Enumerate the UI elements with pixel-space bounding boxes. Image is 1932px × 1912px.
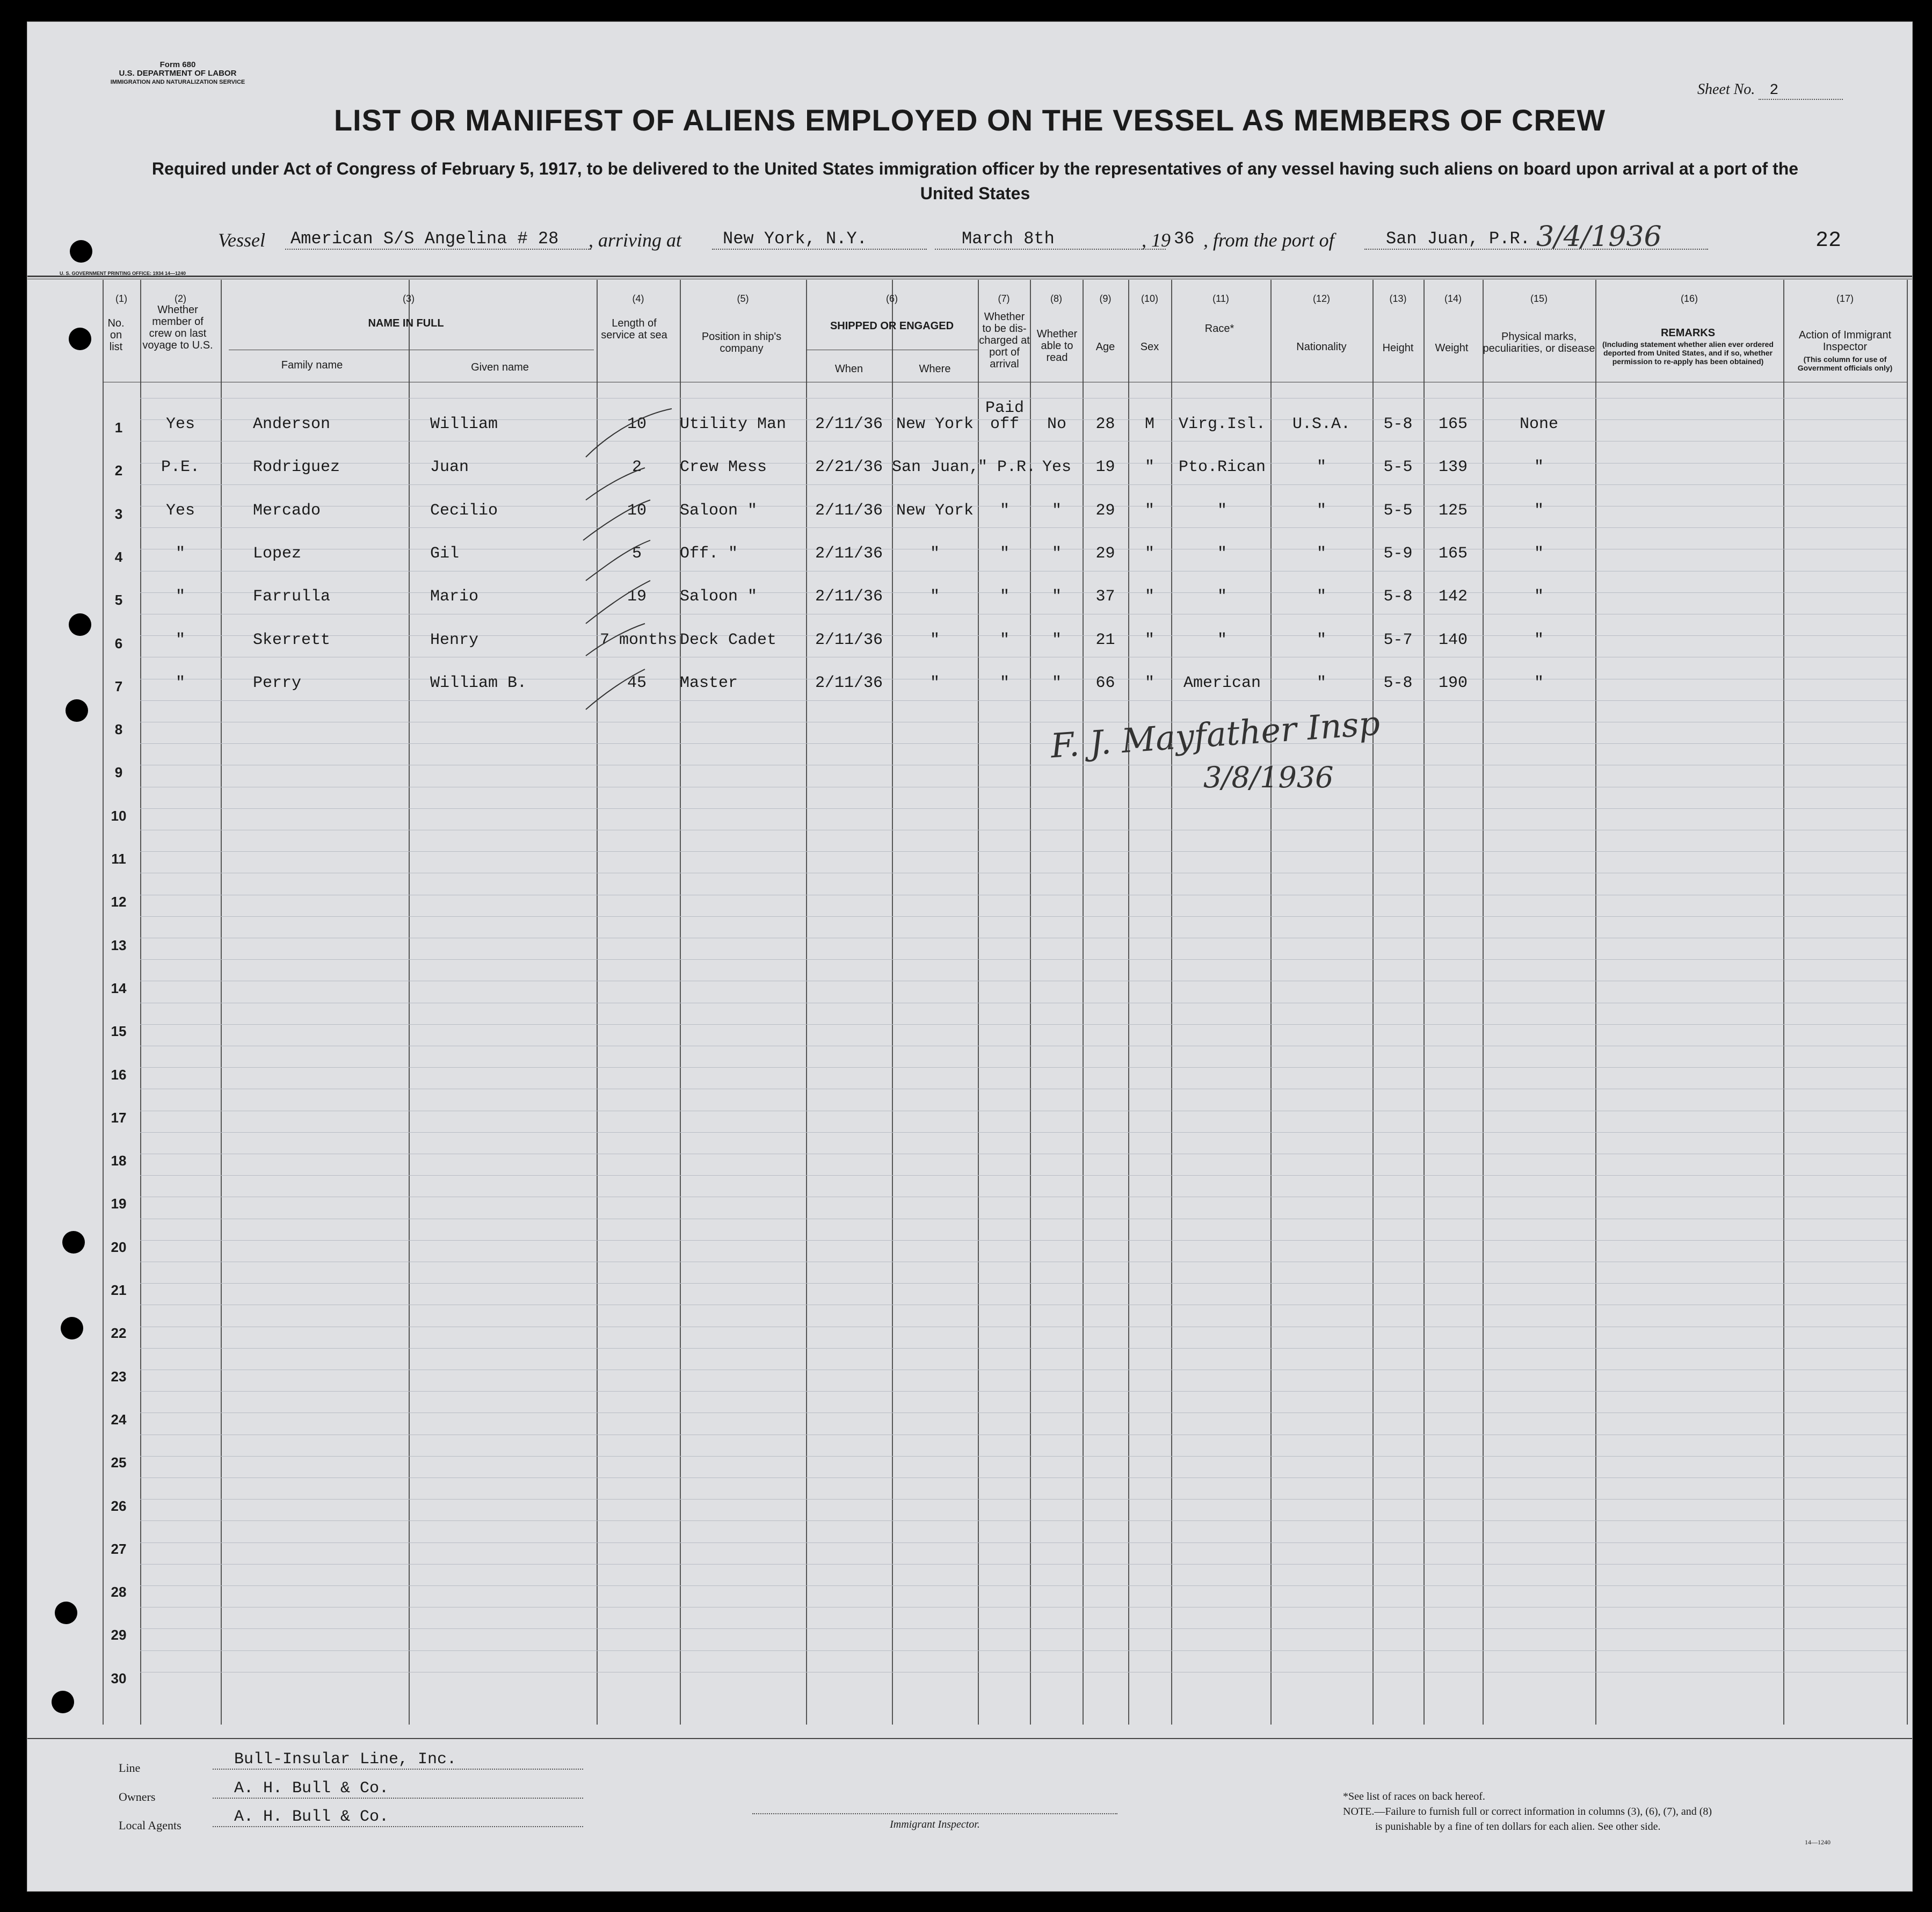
cell-given: Gil (430, 544, 460, 563)
header-sex: Sex (1140, 341, 1159, 353)
penalty-note: NOTE.—Failure to furnish full or correct information in columns (3), (6), (7), and (8) (1343, 1806, 1712, 1817)
cell-physical: " (1534, 588, 1544, 606)
form-identifier (97, 61, 258, 86)
cell-position: Saloon " (680, 588, 758, 606)
header-shipped: SHIPPED OR ENGAGED (830, 320, 954, 332)
cell-given: William B. (430, 673, 527, 692)
cell-height: 5-8 (1383, 588, 1413, 606)
grid-line (140, 916, 1907, 917)
header-remarks: REMARKS (1660, 327, 1716, 339)
cell-age: 37 (1095, 588, 1115, 606)
cell-length: 10 (627, 415, 647, 433)
punch-hole (70, 240, 92, 263)
punch-hole (69, 613, 91, 636)
row-number: 11 (111, 851, 126, 867)
header-discharged: Whether to be dis-charged at port of arrival (979, 311, 1030, 370)
cell-position: Crew Mess (680, 458, 767, 477)
grid-line (140, 1067, 1907, 1068)
punch-hole (62, 1231, 85, 1254)
grid-line (140, 1024, 1907, 1025)
cell-given: Juan (430, 458, 469, 477)
column-number: (2) (175, 293, 186, 304)
grid-line (140, 700, 1907, 701)
column-number: (16) (1680, 293, 1698, 304)
footer-agents-label: Local Agents (119, 1819, 181, 1832)
cell-race: Virg.Isl. (1178, 415, 1266, 433)
cell-discharged: " (999, 673, 1009, 692)
cell-family: Rodriguez (253, 458, 340, 477)
cell-position: Utility Man (680, 415, 787, 433)
column-number: (9) (1099, 293, 1112, 304)
cell-where: New York (896, 415, 974, 433)
row-number: 4 (114, 548, 123, 565)
cell-length: 19 (627, 588, 647, 606)
cell-nationality: " (1316, 673, 1326, 692)
footer-owners-value: A. H. Bull & Co. (213, 1779, 583, 1799)
cell-physical: " (1534, 501, 1544, 520)
table-top-rule (27, 276, 1912, 277)
cell-race: American (1183, 673, 1261, 692)
cell-read: Yes (1042, 458, 1071, 477)
cell-weight: 165 (1438, 544, 1468, 563)
grid-line (140, 1585, 1907, 1586)
grid-line (140, 1348, 1907, 1349)
header-weight: Weight (1435, 342, 1469, 354)
grid-line (140, 1240, 1907, 1241)
cell-race: " (1217, 588, 1227, 606)
column-number: (12) (1312, 293, 1330, 304)
row-number: 6 (114, 635, 123, 651)
column-number: (5) (737, 293, 749, 304)
arrival-year: 36 (1174, 229, 1195, 249)
form-number: Form 680 (159, 60, 196, 69)
column-number: (11) (1212, 293, 1229, 304)
grid-line (140, 851, 1907, 852)
row-number: 8 (114, 721, 123, 738)
grid-line (140, 1650, 1907, 1651)
cell-discharged: Paid off (985, 399, 1024, 433)
row-number: 29 (111, 1627, 127, 1643)
department: U.S. DEPARTMENT OF LABOR (119, 69, 237, 78)
grid-line (140, 1564, 1907, 1565)
header-action-note: (This column for use of Government officials only) (1797, 355, 1893, 372)
vessel-label: Vessel (218, 229, 265, 251)
header-position: Position in ship's company (701, 331, 782, 354)
cell-sex: " (1144, 544, 1154, 563)
table-bottom-rule (27, 1738, 1912, 1739)
grid-line (140, 1132, 1907, 1133)
cell-given: Henry (430, 631, 479, 649)
cell-nationality: " (1316, 631, 1326, 649)
cell-height: 5-8 (1383, 673, 1413, 692)
cell-race: Pto.Rican (1178, 458, 1266, 477)
vessel-name: American S/S Angelina # 28 (285, 229, 591, 250)
sheet-number (1697, 81, 1843, 99)
header-given-name: Given name (471, 361, 529, 373)
column-number: (8) (1050, 293, 1062, 304)
row-number: 23 (111, 1368, 127, 1385)
cell-given: Mario (430, 588, 479, 606)
inspector-caption: Immigrant Inspector. (890, 1819, 980, 1830)
cell-read: " (1051, 501, 1062, 520)
row-number: 25 (111, 1454, 127, 1471)
grid-line (140, 527, 1907, 528)
document-title: LIST OR MANIFEST OF ALIENS EMPLOYED ON THE VESSEL AS MEMBERS OF CREW (333, 103, 1606, 137)
cell-physical: " (1534, 544, 1544, 563)
grid-line (140, 959, 1907, 960)
cell-where: " (929, 631, 940, 649)
cell-sex: " (1144, 588, 1154, 606)
sheet-number-value: 2 (1759, 82, 1843, 100)
row-number: 10 (111, 807, 127, 824)
cell-weight: 139 (1438, 458, 1468, 477)
row-number: 28 (111, 1584, 127, 1600)
row-number: 27 (111, 1540, 127, 1557)
column-number: (4) (632, 293, 644, 304)
page-mark: 22 (1815, 229, 1842, 253)
row-number: 13 (111, 937, 127, 953)
cell-discharged: " P.R. (978, 458, 1036, 477)
cell-where: " (929, 673, 940, 692)
row-number: 22 (111, 1325, 127, 1342)
cell-read: " (1051, 673, 1062, 692)
row-number: 18 (111, 1153, 127, 1169)
cell-member: " (175, 673, 185, 692)
grid-line (140, 1499, 1907, 1500)
cell-given: William (430, 415, 498, 433)
row-number: 15 (111, 1023, 127, 1040)
cell-position: Off. " (680, 544, 738, 563)
header-race: Race* (1204, 323, 1234, 335)
cell-when: 2/11/36 (815, 588, 883, 606)
cell-height: 5-5 (1383, 501, 1413, 520)
column-number: (3) (403, 293, 415, 304)
row-number: 30 (111, 1670, 127, 1686)
cell-height: 5-9 (1383, 544, 1413, 563)
gpo-imprint: U. S. GOVERNMENT PRINTING OFFICE: 1934 14—1240 (60, 271, 186, 276)
column-number: (14) (1444, 293, 1462, 304)
footer-line-value: Bull-Insular Line, Inc. (213, 1750, 583, 1770)
row-number: 9 (114, 764, 123, 781)
header-read: Whether able to read (1036, 328, 1078, 364)
column-number: (17) (1836, 293, 1854, 304)
cell-race: " (1217, 544, 1227, 563)
cell-when: 2/21/36 (815, 458, 883, 477)
races-note: *See list of races on back hereof. (1343, 1791, 1485, 1802)
cell-when: 2/11/36 (815, 415, 883, 433)
cell-position: Saloon " (680, 501, 758, 520)
cell-member: " (175, 631, 185, 649)
cell-nationality: " (1316, 588, 1326, 606)
cell-member: Yes (165, 415, 195, 433)
cell-age: 66 (1095, 673, 1115, 692)
footer-owners-label: Owners (119, 1790, 156, 1804)
service-name: IMMIGRATION AND NATURALIZATION SERVICE (110, 79, 245, 85)
arriving-label: , arriving at (589, 229, 682, 251)
cell-length: 10 (627, 501, 647, 520)
cell-member: P.E. (161, 458, 200, 477)
grid-line (140, 1391, 1907, 1392)
inspector-signature: F. J. Mayfather Insp (1049, 703, 1382, 766)
sheet-number-label: Sheet No. (1697, 81, 1755, 98)
grid-line (140, 808, 1907, 809)
footer-line-label: Line (119, 1761, 141, 1775)
cell-when: 2/11/36 (815, 673, 883, 692)
penalty-note-cont: is punishable by a fine of ten dollars for each alien. See other side. (1375, 1821, 1661, 1833)
cell-where: New York (896, 501, 974, 520)
cell-race: " (1217, 501, 1227, 520)
header-length: Length of service at sea (601, 317, 667, 341)
cell-family: Perry (253, 673, 302, 692)
cell-given: Cecilio (430, 501, 498, 520)
row-number: 1 (114, 419, 123, 436)
cell-member: " (175, 588, 185, 606)
row-number: 12 (111, 894, 127, 910)
grid-line (140, 398, 1907, 399)
cell-physical: None (1519, 415, 1558, 433)
grid-line (140, 1542, 1907, 1543)
row-number: 2 (114, 462, 123, 479)
cell-sex: " (1144, 631, 1154, 649)
column-number: (15) (1530, 293, 1548, 304)
cell-family: Skerrett (253, 631, 331, 649)
cell-physical: " (1534, 631, 1544, 649)
cell-discharged: " (999, 631, 1009, 649)
cell-family: Mercado (253, 501, 321, 520)
cell-where: " (929, 544, 940, 563)
cell-discharged: " (999, 501, 1009, 520)
year-prefix: , 19 (1142, 229, 1171, 251)
row-number: 5 (114, 592, 123, 609)
cell-discharged: " (999, 588, 1009, 606)
punch-hole (66, 699, 88, 722)
punch-hole (52, 1691, 74, 1713)
cell-where: " (929, 588, 940, 606)
cell-race: " (1217, 631, 1227, 649)
cell-length: 45 (627, 673, 647, 692)
cell-when: 2/11/36 (815, 631, 883, 649)
cell-sex: M (1144, 415, 1154, 433)
punch-hole (55, 1602, 77, 1624)
row-number: 24 (111, 1411, 127, 1428)
row-number: 3 (114, 505, 123, 522)
column-number: (6) (886, 293, 898, 304)
column-number: (13) (1389, 293, 1407, 304)
row-number: 17 (111, 1109, 127, 1126)
row-number: 7 (114, 678, 123, 694)
cell-age: 28 (1095, 415, 1115, 433)
cell-read: " (1051, 588, 1062, 606)
cell-physical: " (1534, 673, 1544, 692)
header-no: No. on list (107, 317, 125, 353)
cell-position: Master (680, 673, 738, 692)
cell-nationality: U.S.A. (1292, 415, 1351, 433)
document-subtitle: Required under Act of Congress of February 5, 1917, to be delivered to the United States immigration officer by the representatives of any vessel having such aliens on board upon arrival at a port of the United States (151, 159, 1799, 203)
cell-weight: 125 (1438, 501, 1468, 520)
cell-weight: 140 (1438, 631, 1468, 649)
cell-age: 19 (1095, 458, 1115, 477)
column-number: (10) (1141, 293, 1158, 304)
cell-length: 7 months (599, 631, 677, 649)
cell-position: Deck Cadet (680, 631, 777, 649)
cell-where: San Juan, (892, 458, 979, 477)
cell-physical: " (1534, 458, 1544, 477)
header-remarks-note: (Including statement whether alien ever ordered deported from United States, and if so, whether permission to re-apply has been obtained) (1602, 340, 1774, 366)
cell-length: 2 (631, 458, 642, 477)
header-when: When (834, 363, 863, 375)
cell-family: Anderson (253, 415, 331, 433)
grid-line (140, 1456, 1907, 1457)
header-family-name: Family name (281, 359, 343, 371)
cell-age: 21 (1095, 631, 1115, 649)
grid-line (140, 1628, 1907, 1629)
cell-member: " (175, 544, 185, 563)
handwritten-date: 3/4/1936 (1536, 221, 1662, 253)
pencil-strokes (564, 398, 682, 742)
grid-line (140, 1175, 1907, 1176)
row-number: 19 (111, 1196, 127, 1212)
cell-read: No (1047, 415, 1066, 433)
row-number: 26 (111, 1497, 127, 1514)
header-height: Height (1382, 342, 1414, 354)
cell-nationality: " (1316, 458, 1326, 477)
cell-when: 2/11/36 (815, 501, 883, 520)
row-number: 21 (111, 1282, 127, 1298)
cell-age: 29 (1095, 544, 1115, 563)
cell-weight: 142 (1438, 588, 1468, 606)
cell-nationality: " (1316, 501, 1326, 520)
column-number: (1) (115, 293, 127, 304)
cell-sex: " (1144, 501, 1154, 520)
header-physical: Physical marks, peculiarities, or disease (1483, 331, 1595, 354)
cell-when: 2/11/36 (815, 544, 883, 563)
cell-family: Lopez (253, 544, 302, 563)
cell-weight: 190 (1438, 673, 1468, 692)
footer-agents-value: A. H. Bull & Co. (213, 1808, 583, 1827)
header-action: Action of Immigrant Inspector (1798, 329, 1892, 353)
cell-length: 5 (631, 544, 642, 563)
grid-line (140, 484, 1907, 485)
row-number: 20 (111, 1239, 127, 1255)
punch-hole (61, 1317, 83, 1339)
inspector-signature-date: 3/8/1936 (1203, 761, 1334, 794)
inspector-signature-line (752, 1813, 1117, 1814)
cell-age: 29 (1095, 501, 1115, 520)
row-number: 14 (111, 980, 127, 996)
cell-height: 5-8 (1383, 415, 1413, 433)
grid-line (140, 1283, 1907, 1284)
header-where: Where (919, 363, 951, 375)
cell-read: " (1051, 544, 1062, 563)
grid-line (140, 743, 1907, 744)
row-number: 16 (111, 1066, 127, 1083)
cell-read: " (1051, 631, 1062, 649)
cell-height: 5-5 (1383, 458, 1413, 477)
from-port-label: , from the port of (1203, 229, 1334, 251)
column-number: (7) (998, 293, 1010, 304)
cell-discharged: " (999, 544, 1009, 563)
form-code: 14—1240 (1805, 1838, 1831, 1846)
header-age: Age (1095, 341, 1115, 353)
header-name-in-full: NAME IN FULL (368, 317, 444, 329)
column-rule (1907, 280, 1908, 1725)
cell-member: Yes (165, 501, 195, 520)
manifest-sheet (27, 21, 1913, 1892)
cell-height: 5-7 (1383, 631, 1413, 649)
punch-hole (69, 328, 91, 350)
cell-weight: 165 (1438, 415, 1468, 433)
arrival-date: March 8th (935, 229, 1166, 250)
header-nationality: Nationality (1296, 341, 1347, 353)
header-member: Whether member of crew on last voyage to U.S. (142, 304, 213, 351)
departure-port: San Juan, P.R. (1364, 229, 1708, 250)
cell-sex: " (1144, 458, 1154, 477)
cell-sex: " (1144, 673, 1154, 692)
cell-family: Farrulla (253, 588, 331, 606)
grid-line (140, 1520, 1907, 1521)
arrival-port: New York, N.Y. (712, 229, 927, 250)
cell-nationality: " (1316, 544, 1326, 563)
